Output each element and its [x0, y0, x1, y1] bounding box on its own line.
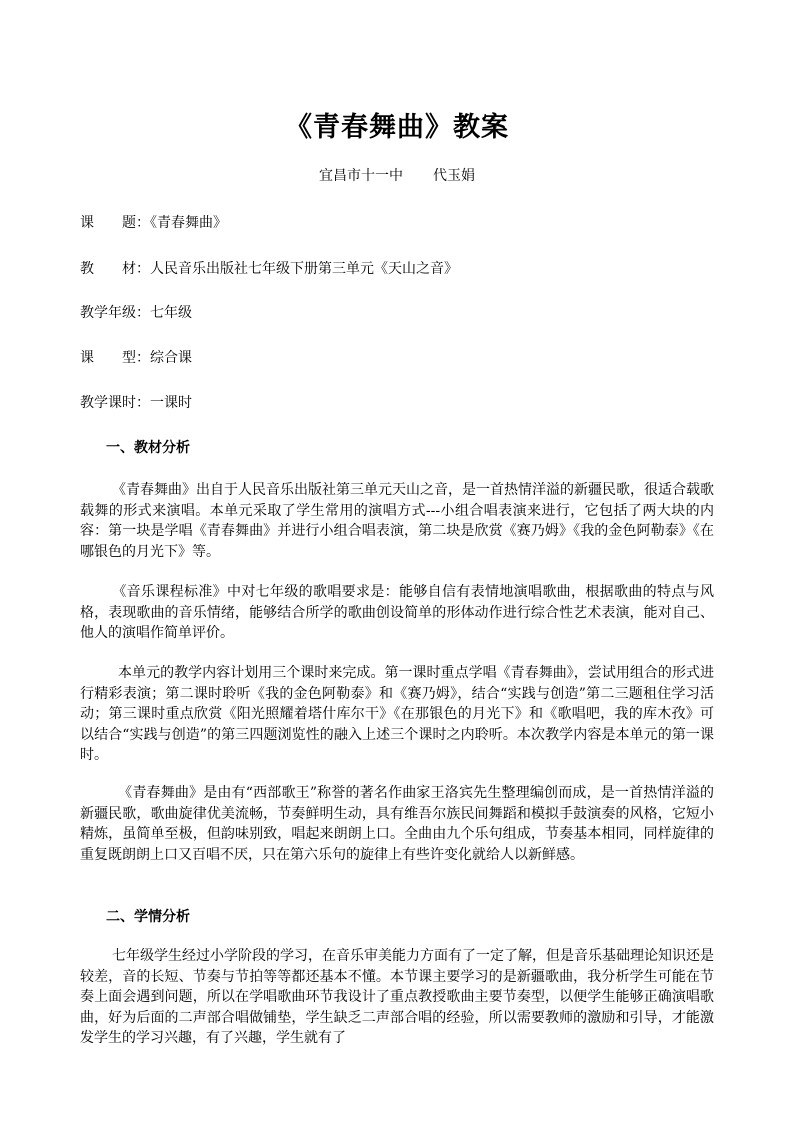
- paragraph-1: [80, 480, 714, 562]
- author-school: 宜昌市十一中: [319, 168, 403, 184]
- meta-hours-label: 教学课时：: [80, 395, 150, 411]
- paragraph-3: [80, 663, 714, 766]
- paragraph-4-text: 《青春舞曲》是由有“西部歌王”称誉的著名作曲家王洛宾先生整理编创而成，是一首热情洋溢的新疆民歌，歌曲旋律优美流畅，节奏鲜明生动，具有维吾尔族民间舞蹈和模拟手鼓演奏的风格，它短小精炼，虽简单至极，但韵味别致，唱起来朗朗上口。全曲由九个乐句组成，节奏基本相同，同样旋律的重复既朗朗上口又百唱不厌，只在第六乐句的旋律上有些许变化就给人以新鲜感。: [80, 785, 714, 863]
- paragraph-3-text: 本单元的教学内容计划用三个课时来完成。第一课时重点学唱《青春舞曲》，尝试用组合的形式进行精彩表演；第二课时聆听《我的金色阿勒泰》和《赛乃姆》，结合“实践与创造”第二三题租住学习活动；第三课时重点欣赏《阳光照耀着塔什库尔干》《在那银色的月光下》和《歌唱吧，我的库木孜》可以结合“实践与创造”的第三四题浏览性的融入上述三个课时之内聆听。本次教学内容是本单元的第一课时。: [80, 665, 714, 763]
- meta-topic: [80, 212, 227, 232]
- meta-type-value: 综合课: [150, 350, 192, 366]
- meta-textbook: [80, 258, 458, 278]
- author-name: 代玉娟: [433, 168, 475, 184]
- section-heading-2: 二、学情分析: [106, 909, 190, 925]
- meta-grade: [80, 302, 192, 322]
- meta-textbook-value: 人民音乐出版社七年级下册第三单元《天山之音》: [150, 261, 458, 277]
- meta-topic-value: 《青春舞曲》: [150, 215, 227, 231]
- meta-hours-value: 一课时: [150, 395, 192, 411]
- paragraph-2-text: 《音乐课程标准》中对七年级的歌唱要求是：能够自信有表情地演唱歌曲，根据歌曲的特点与风格，表现歌曲的音乐情绪，能够结合所学的歌曲创设简单的形体动作进行综合性艺术表演，能对自己、他人的演唱作简单评价。: [80, 584, 714, 641]
- meta-type: [80, 347, 192, 367]
- meta-grade-value: 七年级: [150, 305, 192, 321]
- author-line: [0, 165, 794, 185]
- meta-type-label: 课 型：: [80, 350, 150, 366]
- meta-topic-label: 课 题：: [80, 215, 150, 231]
- meta-hours: [80, 392, 192, 412]
- document-title: 《青春舞曲》教案: [285, 112, 509, 143]
- paragraph-5: [80, 946, 714, 1049]
- paragraph-4: [80, 783, 714, 865]
- section-heading-1: 一、教材分析: [106, 440, 190, 456]
- paragraph-5-text: 七年级学生经过小学阶段的学习，在音乐审美能力方面有了一定了解，但是音乐基础理论知识还是较差，音的长短、节奏与节拍等等都还基本不懂。本节课主要学习的是新疆歌曲，我分析学生可能在节奏上面会遇到问题，所以在学唱歌曲环节我设计了重点教授歌曲主要节奏型，以便学生能够正确演唱歌曲，好为后面的二声部合唱做铺垫，学生缺乏二声部合唱的经验，所以需要教师的激励和引导，才能激发学生的学习兴趣，有了兴趣，学生就有了: [80, 948, 714, 1046]
- meta-grade-label: 教学年级：: [80, 305, 150, 321]
- paragraph-2: [80, 582, 714, 644]
- meta-textbook-label: 教 材：: [80, 261, 150, 277]
- paragraph-1-text: 《青春舞曲》出自于人民音乐出版社第三单元天山之音，是一首热情洋溢的新疆民歌，很适合载歌载舞的形式来演唱。本单元采取了学生常用的演唱方式---小组合唱表演来进行，它包括了两大块的内容：第一块是学唱《青春舞曲》并进行小组合唱表演，第二块是欣赏《赛乃姆》《我的金色阿勒泰》《在哪银色的月光下》等。: [80, 482, 714, 560]
